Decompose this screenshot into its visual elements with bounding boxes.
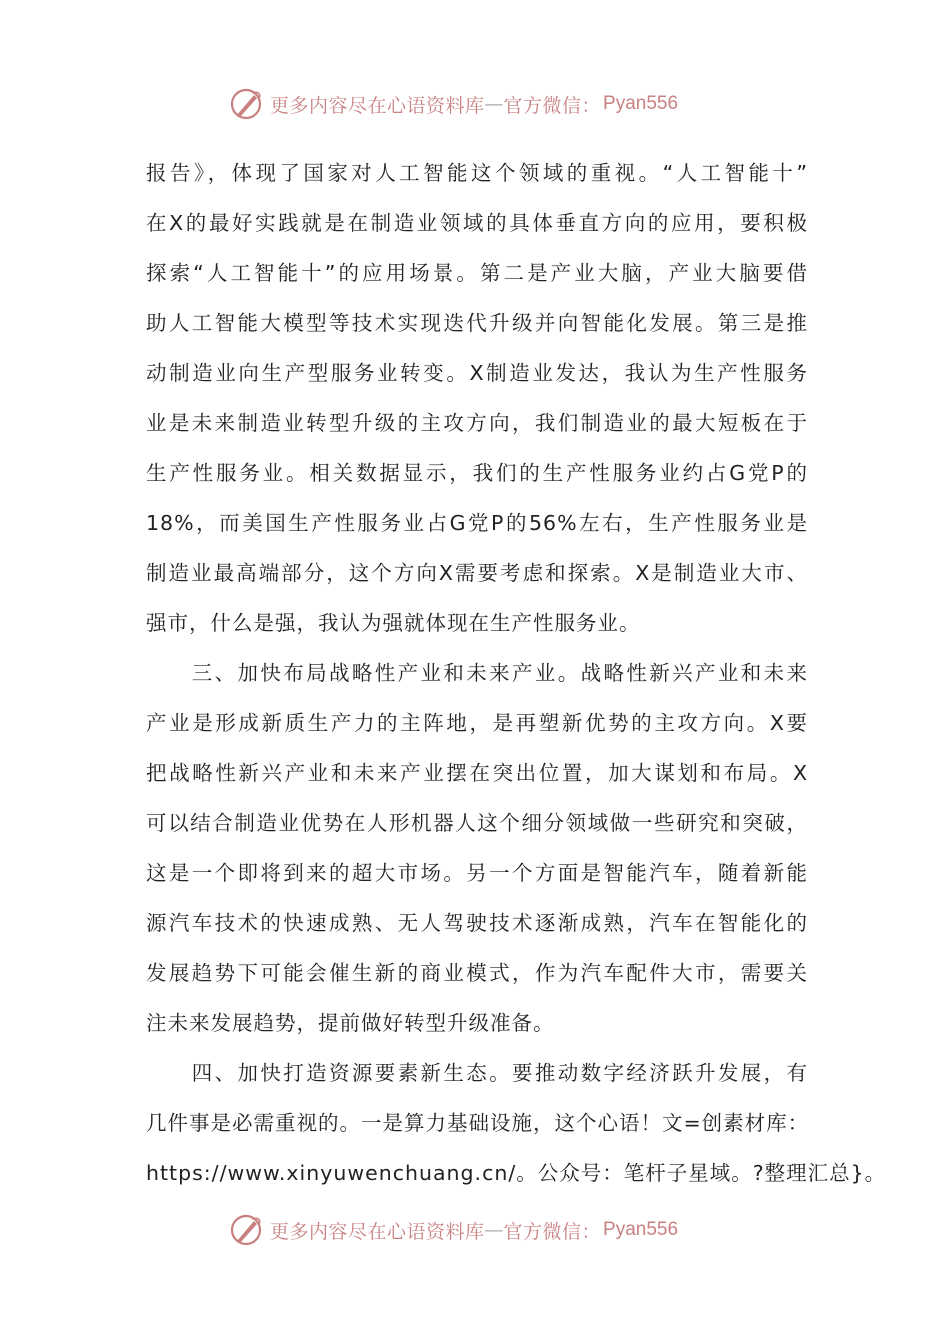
text-line: 报告》，体现了国家对人工智能这个领域的重视。“人工智能十” — [146, 161, 808, 185]
text-line: 把战略性新兴产业和未来产业摆在突出位置，加大谋划和布局。X — [146, 761, 808, 785]
header-watermark — [228, 84, 748, 124]
text-line: 四、加快打造资源要素新生态。要推动数字经济跃升发展，有 — [146, 1061, 808, 1085]
text-line: 强市，什么是强，我认为强就体现在生产性服务业。 — [146, 611, 641, 635]
footer-watermark — [228, 1210, 748, 1250]
text-line: 源汽车技术的快速成熟、无人驾驶技术逐渐成熟，汽车在智能化的 — [146, 911, 808, 935]
text-line: 生产性服务业。相关数据显示，我们的生产性服务业约占G党P的 — [146, 461, 808, 485]
watermark-account: Pyan556 — [603, 93, 679, 114]
text-line: 制造业最高端部分，这个方向X需要考虑和探索。X是制造业大市、 — [146, 561, 808, 585]
text-line: 这是一个即将到来的超大市场。另一个方面是智能汽车，随着新能 — [146, 861, 808, 885]
watermark-main-text: 更多内容尽在心语资料库 — [270, 1220, 485, 1243]
text-line: 产业是形成新质生产力的主阵地，是再塑新优势的主攻方向。X要 — [146, 711, 808, 735]
text-line: 18%，而美国生产性服务业占G党P的56%左右，生产性服务业是 — [146, 511, 808, 535]
text-line: 探索“人工智能十”的应用场景。第二是产业大脑，产业大脑要借 — [146, 261, 808, 285]
watermark-label: 官方微信： — [503, 94, 602, 117]
quill-logo-icon — [228, 1212, 264, 1248]
body-text — [146, 148, 887, 1198]
watermark-main-text: 更多内容尽在心语资料库 — [270, 94, 485, 117]
text-line: 助人工智能大模型等技术实现迭代升级并向智能化发展。第三是推 — [146, 311, 808, 335]
text-line: 三、加快布局战略性产业和未来产业。战略性新兴产业和未来 — [146, 661, 808, 685]
watermark-label: 官方微信： — [503, 1220, 602, 1243]
watermark-separator: — — [484, 1219, 504, 1241]
watermark-account: Pyan556 — [603, 1219, 679, 1240]
text-line: 发展趋势下可能会催生新的商业模式，作为汽车配件大市，需要关 — [146, 961, 808, 985]
quill-logo-icon — [228, 86, 264, 122]
text-line: 动制造业向生产型服务业转变。X制造业发达，我认为生产性服务 — [146, 361, 808, 385]
text-line: 业是未来制造业转型升级的主攻方向，我们制造业的最大短板在于 — [146, 411, 808, 435]
watermark-separator: — — [484, 93, 504, 115]
text-line: 几件事是必需重视的。一是算力基础设施，这个心语！文=创素材库： — [146, 1111, 810, 1135]
text-line: https://www.xinyuwenchuang.cn/。公众号：笔杆子星域。?整理汇总}。 — [146, 1161, 887, 1185]
text-line: 可以结合制造业优势在人形机器人这个细分领域做一些研究和突破， — [146, 811, 808, 835]
text-line: 在X的最好实践就是在制造业领域的具体垂直方向的应用，要积极 — [146, 211, 808, 235]
text-line: 注未来发展趋势，提前做好转型升级准备。 — [146, 1011, 555, 1035]
